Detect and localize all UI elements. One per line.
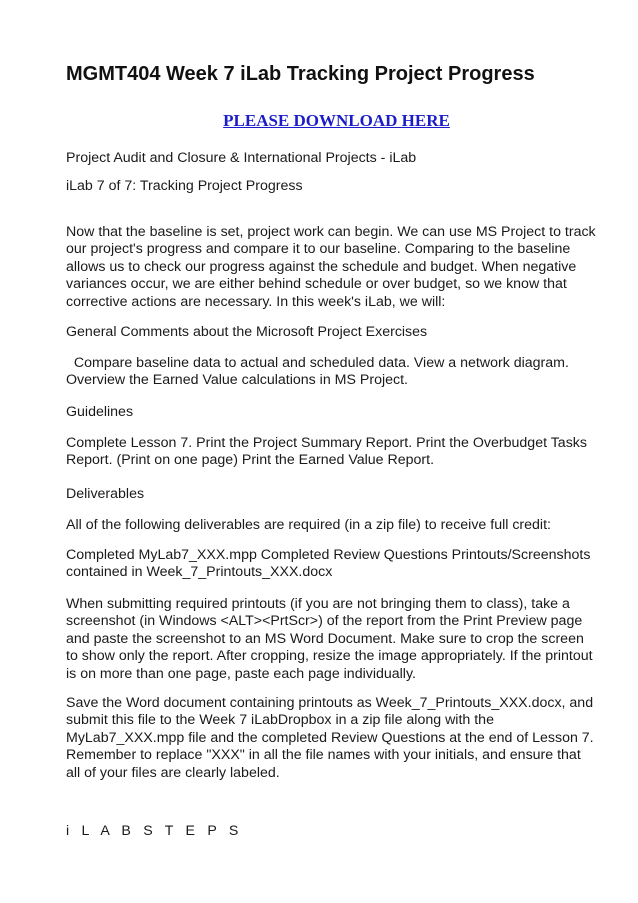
save-paragraph: Save the Word document containing printouts as Week_7_Printouts_XXX.docx, and submit this file to the Week 7 iLabDropbox in a zip file along with the MyLab7_XXX.mpp file and the completed Review Questions at the end of Lesson 7. Remember to replace "XXX" in all the file names with your initials, and ensure that all of your files are clearly labeled. — [66, 695, 594, 781]
download-link[interactable]: PLEASE DOWNLOAD HERE — [223, 111, 450, 130]
lab-label: iLab 7 of 7: Tracking Project Progress — [66, 178, 303, 194]
download-line — [66, 111, 596, 131]
subtitle: Project Audit and Closure & International Projects - iLab — [66, 150, 417, 166]
general-heading: General Comments about the Microsoft Project Exercises — [66, 324, 428, 340]
guidelines-heading: Guidelines — [66, 404, 134, 420]
general-body: Compare baseline data to actual and scheduled data. View a network diagram. Overview the Earned Value calculations in MS Project. — [66, 355, 573, 389]
guidelines-body: Complete Lesson 7. Print the Project Summary Report. Print the Overbudget Tasks Report. (Print on one page) Print the Earned Value Report. — [66, 435, 587, 469]
intro-paragraph: Now that the baseline is set, project work can begin. We can use MS Project to track our project's progress and compare it to our baseline. Comparing to the baseline allows us to check our progress against the schedule and budget. When negative variances occur, we are either behind schedule or over budget, so we know that corrective actions are necessary. In this week's iLab, we will: — [66, 224, 596, 310]
submitting-paragraph: When submitting required printouts (if you are not bringing them to class), take a screenshot (in Windows <ALT><PrtScr>) of the report from the Print Preview page and paste the screenshot to an MS Word Document. Make sure to crop the screen to show only the report. After cropping, resize the image appropriately. If the printout is on more than one page, paste each page individually. — [66, 596, 593, 682]
document-title: MGMT404 Week 7 iLab Tracking Project Progress — [66, 63, 535, 85]
deliverables-list: Completed MyLab7_XXX.mpp Completed Review Questions Printouts/Screenshots contained in Week_7_Printouts_XXX.docx — [66, 547, 591, 581]
ilab-steps-heading: i L A B S T E P S — [66, 823, 243, 839]
deliverables-intro: All of the following deliverables are required (in a zip file) to receive full credit: — [66, 517, 551, 533]
deliverables-heading: Deliverables — [66, 486, 145, 502]
